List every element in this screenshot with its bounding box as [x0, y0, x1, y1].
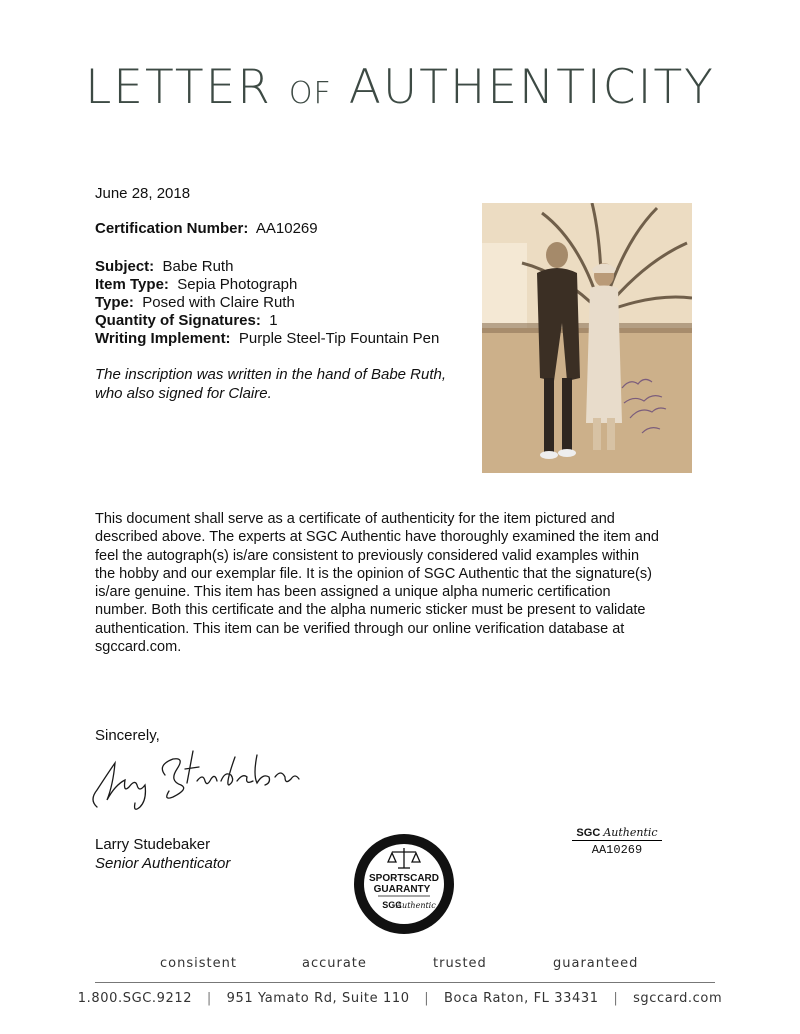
field-label: Quantity of Signatures:	[95, 312, 261, 329]
field-value: Purple Steel-Tip Fountain Pen	[238, 330, 440, 347]
closing: Sincerely,	[95, 727, 160, 744]
letter-date: June 28, 2018	[95, 185, 191, 202]
sticker-number: AA10269	[591, 843, 643, 857]
field-item-type	[95, 276, 439, 294]
footer-address: 951 Yamato Rd, Suite 110	[226, 991, 410, 1006]
contact-footer	[0, 991, 800, 1006]
value-consistent: consistent	[160, 956, 237, 971]
inscription-note	[95, 365, 475, 403]
page-title	[0, 60, 800, 115]
statement-line: the hobby and our exemplar file. It is the opinion of SGC Authentic that the signature(s)	[95, 565, 652, 582]
note-line: The inscription was written in the hand of Babe Ruth,	[95, 366, 447, 383]
seal-script: Authentic	[396, 901, 436, 910]
field-label: Type:	[95, 294, 134, 311]
field-label: Item Type:	[95, 276, 169, 293]
title-of: OF	[288, 76, 332, 111]
statement-line: is/are genuine. This item has been assigned a unique alpha numeric certification	[95, 584, 611, 601]
signer-name: Larry Studebaker	[95, 836, 211, 853]
statement-line: described above. The experts at SGC Authentic have thoroughly examined the item and	[95, 529, 659, 546]
company-values	[95, 956, 715, 976]
signature-icon	[85, 745, 305, 820]
footer-website[interactable]: sgccard.com	[633, 991, 723, 1006]
item-photo	[482, 203, 692, 473]
item-details	[95, 258, 439, 348]
certification-value: AA10269	[255, 220, 318, 237]
certification-label: Certification Number:	[95, 220, 249, 237]
field-label: Writing Implement:	[95, 330, 231, 347]
sticker-brand-script: Authentic	[603, 826, 658, 839]
field-value: Babe Ruth	[162, 258, 234, 275]
footer-phone: 1.800.SGC.9212	[77, 991, 193, 1006]
seal-line-2: GUARANTY	[373, 884, 431, 895]
statement-line: This document shall serve as a certificate of authenticity for the item pictured and	[95, 511, 615, 527]
field-value: Sepia Photograph	[177, 276, 298, 293]
sticker-brand-name: SGC	[576, 827, 601, 839]
sticker-brand	[572, 826, 662, 841]
field-type	[95, 294, 439, 312]
title-letter: LETTER	[85, 60, 272, 115]
certification-sticker	[572, 826, 662, 857]
authenticity-statement	[95, 510, 715, 656]
signer-title: Senior Authenticator	[95, 855, 231, 872]
signer-block	[95, 835, 230, 873]
photo-illustration	[482, 203, 692, 473]
footer-separator: |	[424, 991, 430, 1006]
field-subject	[95, 258, 439, 276]
footer-city: Boca Raton, FL 33431	[444, 991, 599, 1006]
field-writing-implement	[95, 330, 439, 348]
statement-line: feel the autograph(s) is/are consistent to previously considered valid examples within	[95, 547, 640, 564]
footer-separator: |	[613, 991, 619, 1006]
field-value: Posed with Claire Ruth	[142, 294, 295, 311]
handwritten-signature	[85, 745, 305, 825]
value-accurate: accurate	[302, 956, 367, 971]
seal-line-1: SPORTSCARD	[368, 873, 440, 884]
seal-icon	[352, 832, 456, 936]
footer-separator: |	[206, 991, 212, 1006]
title-authenticity: AUTHENTICITY	[348, 60, 715, 115]
note-line: who also signed for Claire.	[95, 385, 272, 402]
field-quantity	[95, 312, 439, 330]
field-value: 1	[269, 312, 278, 329]
value-trusted: trusted	[433, 956, 487, 971]
seal-brand: SGC	[382, 900, 402, 910]
certification-number	[95, 220, 318, 237]
value-guaranteed: guaranteed	[553, 956, 639, 971]
statement-line: authentication. This item can be verified through our online verification database at	[95, 620, 625, 637]
sportscard-guaranty-seal	[352, 832, 456, 941]
statement-line: number. Both this certificate and the alpha numeric sticker must be present to validate	[95, 602, 646, 619]
footer-divider	[95, 982, 715, 983]
statement-line: sgccard.com.	[95, 639, 182, 656]
field-label: Subject:	[95, 258, 155, 275]
